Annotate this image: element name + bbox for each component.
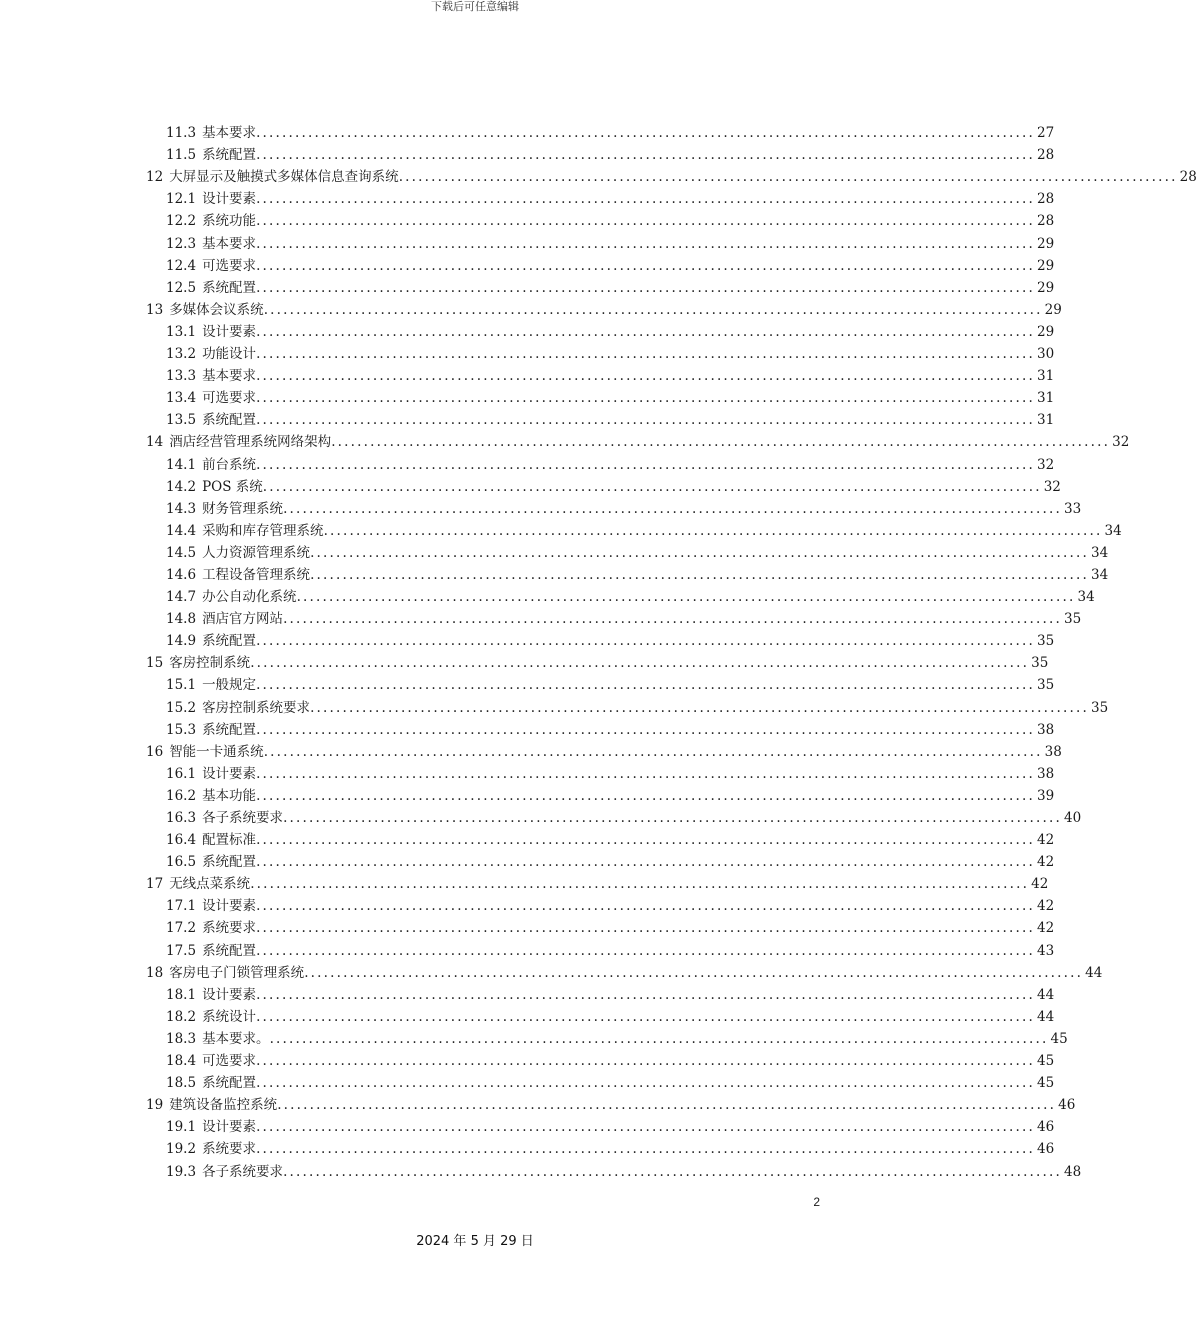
- toc-entry-page: 44: [1037, 1008, 1055, 1025]
- toc-entry-title: 建筑设备监控系统: [169, 1097, 278, 1114]
- toc-leader-dots: ........................................................................................................................: [256, 942, 1036, 959]
- toc-entry-title: 可选要求: [202, 390, 257, 407]
- toc-entry[interactable]: [146, 539, 1109, 561]
- toc-leader-dots: ........................................................................................................................: [256, 368, 1036, 385]
- toc-entry[interactable]: [146, 384, 1055, 407]
- toc-entry-page: 28: [1037, 147, 1055, 164]
- toc-leader-dots: ........................................................................................................................: [256, 1008, 1036, 1025]
- toc-leader-dots: ........................................................................................................................: [256, 125, 1036, 142]
- toc-entry-title: 基本要求: [202, 125, 257, 142]
- toc-entry-page: 34: [1091, 544, 1109, 561]
- toc-entry-title: 多媒体会议系统: [169, 301, 264, 318]
- toc-leader-dots: ........................................................................................................................: [310, 566, 1090, 583]
- toc-leader-dots: ........................................................................................................................: [256, 677, 1036, 694]
- toc-leader-dots: ........................................................................................................................: [323, 522, 1103, 539]
- toc-entry-page: 29: [1037, 279, 1055, 296]
- toc-leader-dots: ........................................................................................................................: [331, 434, 1111, 451]
- toc-entry-number: 13.2: [166, 346, 197, 363]
- toc-entry-number: 18.4: [166, 1053, 197, 1070]
- toc-entry-number: 19: [146, 1097, 164, 1114]
- toc-entry-title: 系统配置: [202, 854, 257, 871]
- toc-leader-dots: ........................................................................................................................: [263, 301, 1043, 318]
- toc-leader-dots: ........................................................................................................................: [283, 611, 1063, 628]
- toc-entry-title: 系统配置: [202, 721, 257, 738]
- toc-entry[interactable]: [146, 1157, 1082, 1180]
- toc-entry-title: 设计要素: [202, 898, 257, 915]
- toc-entry-title: 可选要求: [202, 1053, 257, 1070]
- toc-leader-dots: ........................................................................................................................: [256, 191, 1036, 208]
- toc-entry-number: 12.3: [166, 235, 197, 252]
- toc-entry-page: 40: [1064, 810, 1082, 826]
- toc-entry-number: 19.2: [166, 1141, 197, 1158]
- toc-entry-number: 16.3: [166, 810, 197, 826]
- toc-leader-dots: ........................................................................................................................: [256, 412, 1036, 429]
- toc-entry-title: 系统配置: [202, 279, 257, 296]
- toc-leader-dots: ........................................................................................................................: [304, 964, 1084, 981]
- toc-leader-dots: ........................................................................................................................: [256, 147, 1036, 164]
- toc-entry-title: 客房电子门锁管理系统: [169, 964, 305, 981]
- toc-entry[interactable]: [146, 583, 1095, 606]
- toc-entry-page: 31: [1037, 368, 1055, 385]
- toc-entry-page: 30: [1037, 346, 1055, 363]
- toc-entry-page: 34: [1091, 566, 1109, 583]
- toc-entry-page: 31: [1037, 390, 1055, 407]
- toc-entry[interactable]: [146, 981, 1055, 1003]
- toc-entry-number: 13.3: [166, 368, 197, 385]
- toc-leader-dots: ........................................................................................................................: [283, 810, 1063, 826]
- toc-entry-page: 42: [1037, 832, 1055, 849]
- toc-entry-number: 15: [146, 655, 164, 672]
- toc-entry[interactable]: [146, 450, 1055, 473]
- toc-entry-number: 15.2: [166, 699, 197, 716]
- toc-entry-title: 一般规定: [202, 677, 257, 694]
- toc-leader-dots: ........................................................................................................................: [250, 876, 1030, 893]
- toc-entry-page: 32: [1037, 456, 1055, 473]
- toc-entry-number: 12.2: [166, 213, 197, 230]
- toc-entry[interactable]: [146, 782, 1055, 804]
- toc-entry[interactable]: [146, 473, 1061, 495]
- toc-entry[interactable]: [146, 495, 1082, 517]
- toc-entry-number: 14.4: [166, 522, 197, 539]
- toc-entry[interactable]: [146, 119, 1055, 142]
- toc-entry-title: 大屏显示及触摸式多媒体信息查询系统: [169, 169, 399, 186]
- toc-entry[interactable]: [146, 229, 1055, 252]
- toc-entry-number: 16: [146, 743, 164, 760]
- toc-entry-number: 18: [146, 964, 164, 981]
- toc-entry-number: 13.1: [166, 323, 197, 340]
- toc-leader-dots: ........................................................................................................................: [398, 169, 1178, 186]
- page-header: 下载后可任意编辑: [431, 0, 519, 13]
- toc-entry-page: 43: [1037, 942, 1055, 959]
- toc-entry-number: 12: [146, 169, 164, 186]
- toc-entry-number: 18.3: [166, 1030, 197, 1047]
- toc-entry-page: 35: [1031, 655, 1049, 672]
- page-number: 2: [813, 1195, 820, 1209]
- toc-entry-number: 13.4: [166, 390, 197, 407]
- toc-entry-page: 28: [1037, 213, 1055, 230]
- toc-entry-number: 13: [146, 301, 164, 318]
- toc-leader-dots: ........................................................................................................................: [256, 1075, 1036, 1092]
- toc-entry-title: POS 系统: [202, 478, 263, 495]
- toc-entry-title: 工程设备管理系统: [202, 566, 311, 583]
- toc-entry-title: 客房控制系统要求: [202, 699, 311, 716]
- toc-entry-page: 35: [1037, 677, 1055, 694]
- toc-entry-page: 32: [1043, 478, 1061, 495]
- toc-leader-dots: ........................................................................................................................: [256, 854, 1036, 871]
- toc-entry-title: 基本要求: [202, 368, 257, 385]
- toc-entry-number: 18.1: [166, 986, 197, 1003]
- toc-entry[interactable]: [146, 1135, 1055, 1158]
- toc-entry[interactable]: [146, 406, 1055, 429]
- toc-entry[interactable]: [146, 185, 1055, 208]
- toc-entry-title: 设计要素: [202, 986, 257, 1003]
- toc-leader-dots: ........................................................................................................................: [277, 1097, 1057, 1114]
- toc-entry-title: 人力资源管理系统: [202, 544, 311, 561]
- toc-entry-page: 38: [1037, 765, 1055, 782]
- toc-entry-number: 15.1: [166, 677, 197, 694]
- toc-leader-dots: ........................................................................................................................: [256, 920, 1036, 937]
- toc-entry-title: 各子系统要求: [202, 1163, 284, 1180]
- toc-entry[interactable]: [146, 1025, 1068, 1047]
- toc-leader-dots: ........................................................................................................................: [256, 1053, 1036, 1070]
- toc-entry-title: 系统设计: [202, 1008, 257, 1025]
- toc-leader-dots: ........................................................................................................................: [256, 346, 1036, 363]
- toc-entry-number: 11.5: [166, 147, 197, 164]
- toc-entry[interactable]: [146, 561, 1109, 583]
- toc-entry-page: 29: [1037, 323, 1055, 340]
- toc-entry-page: 35: [1064, 611, 1082, 628]
- toc-entry[interactable]: [146, 163, 1197, 186]
- toc-entry-title: 可选要求: [202, 257, 257, 274]
- toc-entry-page: 31: [1037, 412, 1055, 429]
- toc-entry-title: 系统配置: [202, 412, 257, 429]
- toc-entry[interactable]: [146, 914, 1055, 937]
- toc-entry-number: 12.1: [166, 191, 197, 208]
- toc-entry[interactable]: [146, 207, 1055, 230]
- toc-leader-dots: ........................................................................................................................: [310, 699, 1090, 716]
- toc-leader-dots: ........................................................................................................................: [256, 787, 1036, 804]
- toc-entry[interactable]: [146, 1003, 1055, 1025]
- toc-entry-title: 系统要求: [202, 1141, 257, 1158]
- toc-entry-number: 14.8: [166, 611, 197, 628]
- toc-entry-number: 16.5: [166, 854, 197, 871]
- toc-entry[interactable]: [146, 959, 1103, 981]
- toc-entry[interactable]: [146, 870, 1049, 893]
- toc-entry[interactable]: [146, 517, 1122, 539]
- toc-leader-dots: ........................................................................................................................: [256, 898, 1036, 915]
- toc-leader-dots: ........................................................................................................................: [256, 257, 1036, 274]
- toc-entry[interactable]: [146, 274, 1055, 296]
- toc-entry-title: 基本功能: [202, 787, 257, 804]
- toc-entry-page: 28: [1037, 191, 1055, 208]
- toc-entry-page: 29: [1037, 235, 1055, 252]
- page-footer-date: 2024 年 5 月 29 日: [416, 1234, 534, 1249]
- toc-entry-number: 12.4: [166, 257, 197, 274]
- toc-entry-number: 14.5: [166, 544, 197, 561]
- toc-entry-page: 28: [1179, 169, 1197, 186]
- toc-entry-number: 14.9: [166, 633, 197, 650]
- toc-entry-title: 办公自动化系统: [202, 589, 297, 606]
- toc-leader-dots: ........................................................................................................................: [256, 1119, 1036, 1136]
- toc-entry-title: 采购和库存管理系统: [202, 522, 324, 539]
- toc-entry-number: 14.6: [166, 566, 197, 583]
- toc-entry-number: 14.1: [166, 456, 197, 473]
- toc-entry-number: 15.3: [166, 721, 197, 738]
- toc-entry-title: 酒店官方网站: [202, 611, 284, 628]
- toc-entry-number: 16.2: [166, 787, 197, 804]
- toc-entry-title: 设计要素: [202, 1119, 257, 1136]
- toc-leader-dots: ........................................................................................................................: [256, 832, 1036, 849]
- toc-entry[interactable]: [146, 649, 1049, 672]
- toc-entry-title: 功能设计: [202, 346, 257, 363]
- toc-entry-page: 44: [1037, 986, 1055, 1003]
- toc-entry-number: 14: [146, 434, 164, 451]
- toc-entry-page: 45: [1050, 1030, 1068, 1047]
- toc-leader-dots: ........................................................................................................................: [256, 323, 1036, 340]
- toc-entry-page: 29: [1044, 301, 1062, 318]
- toc-entry[interactable]: [146, 605, 1082, 628]
- toc-entry-number: 12.5: [166, 279, 197, 296]
- toc-entry-number: 14.7: [166, 589, 197, 606]
- toc-leader-dots: ........................................................................................................................: [256, 765, 1036, 782]
- toc-entry-page: 38: [1037, 721, 1055, 738]
- toc-entry-title: 系统要求: [202, 920, 257, 937]
- toc-leader-dots: ........................................................................................................................: [256, 456, 1036, 473]
- toc-entry[interactable]: [146, 826, 1055, 849]
- toc-entry-number: 14.2: [166, 478, 197, 495]
- toc-leader-dots: ........................................................................................................................: [256, 633, 1036, 650]
- toc-entry-page: 35: [1037, 633, 1055, 650]
- toc-entry[interactable]: [146, 671, 1055, 694]
- toc-entry[interactable]: [146, 1113, 1055, 1136]
- toc-entry[interactable]: [146, 627, 1055, 650]
- toc-entry[interactable]: [146, 936, 1055, 959]
- toc-entry-page: 39: [1037, 787, 1055, 804]
- toc-entry[interactable]: [146, 296, 1062, 318]
- toc-leader-dots: ........................................................................................................................: [256, 279, 1036, 296]
- toc-entry[interactable]: [146, 428, 1130, 451]
- toc-entry-page: 45: [1037, 1053, 1055, 1070]
- toc-entry-number: 17.5: [166, 942, 197, 959]
- toc-entry[interactable]: [146, 1047, 1055, 1070]
- toc-leader-dots: ........................................................................................................................: [250, 655, 1030, 672]
- toc-entry[interactable]: [146, 760, 1055, 782]
- toc-entry-title: 设计要素: [202, 323, 257, 340]
- toc-entry-number: 16.4: [166, 832, 197, 849]
- toc-entry-page: 32: [1112, 434, 1130, 451]
- toc-entry-title: 基本要求。: [202, 1030, 270, 1047]
- toc-entry-page: 44: [1085, 964, 1103, 981]
- toc-leader-dots: ........................................................................................................................: [283, 1163, 1063, 1180]
- toc-entry[interactable]: [146, 318, 1055, 340]
- toc-entry-page: 34: [1104, 522, 1122, 539]
- toc-entry-page: 46: [1037, 1141, 1055, 1158]
- toc-leader-dots: ........................................................................................................................: [296, 589, 1076, 606]
- toc-entry-page: 45: [1037, 1075, 1055, 1092]
- toc-entry-title: 系统配置: [202, 147, 257, 164]
- table-of-contents: [146, 119, 1197, 1180]
- toc-entry-page: 46: [1037, 1119, 1055, 1136]
- toc-entry-number: 17.2: [166, 920, 197, 937]
- toc-entry-page: 27: [1037, 125, 1055, 142]
- toc-entry-page: 42: [1037, 898, 1055, 915]
- toc-entry-page: 38: [1044, 743, 1062, 760]
- toc-entry-number: 11.3: [166, 125, 197, 142]
- toc-entry-page: 33: [1064, 500, 1082, 517]
- toc-entry-title: 系统功能: [202, 213, 257, 230]
- toc-leader-dots: ........................................................................................................................: [256, 213, 1036, 230]
- toc-leader-dots: ........................................................................................................................: [256, 986, 1036, 1003]
- toc-entry[interactable]: [146, 738, 1062, 760]
- toc-entry-page: 46: [1058, 1097, 1076, 1114]
- toc-entry-title: 智能一卡通系统: [169, 743, 264, 760]
- toc-entry-title: 前台系统: [202, 456, 257, 473]
- toc-leader-dots: ........................................................................................................................: [263, 743, 1043, 760]
- toc-entry-number: 18.5: [166, 1075, 197, 1092]
- toc-entry-number: 18.2: [166, 1008, 197, 1025]
- toc-entry[interactable]: [146, 1069, 1055, 1092]
- toc-leader-dots: ........................................................................................................................: [256, 390, 1036, 407]
- toc-entry[interactable]: [146, 892, 1055, 915]
- toc-entry-number: 19.3: [166, 1163, 197, 1180]
- toc-entry-number: 17.1: [166, 898, 197, 915]
- toc-entry-title: 财务管理系统: [202, 500, 284, 517]
- toc-leader-dots: ........................................................................................................................: [310, 544, 1090, 561]
- toc-entry[interactable]: [146, 1091, 1076, 1114]
- toc-entry[interactable]: [146, 141, 1055, 164]
- toc-entry[interactable]: [146, 362, 1055, 385]
- toc-entry-title: 客房控制系统: [169, 655, 251, 672]
- toc-entry[interactable]: [146, 693, 1109, 716]
- toc-entry-page: 35: [1091, 699, 1109, 716]
- toc-entry[interactable]: [146, 340, 1055, 363]
- toc-entry[interactable]: [146, 804, 1082, 826]
- toc-entry-page: 42: [1037, 920, 1055, 937]
- toc-entry-page: 48: [1064, 1163, 1082, 1180]
- toc-entry[interactable]: [146, 252, 1055, 274]
- toc-leader-dots: ........................................................................................................................: [269, 1030, 1049, 1047]
- toc-entry-title: 系统配置: [202, 633, 257, 650]
- toc-entry-title: 酒店经营管理系统网络架构: [169, 434, 332, 451]
- toc-entry-title: 配置标准: [202, 832, 257, 849]
- toc-entry-title: 各子系统要求: [202, 810, 284, 826]
- toc-leader-dots: ........................................................................................................................: [256, 1141, 1036, 1158]
- toc-leader-dots: ........................................................................................................................: [262, 478, 1042, 495]
- toc-entry-page: 29: [1037, 257, 1055, 274]
- toc-entry-title: 系统配置: [202, 1075, 257, 1092]
- toc-entry-title: 设计要素: [202, 765, 257, 782]
- toc-entry-number: 13.5: [166, 412, 197, 429]
- toc-entry-page: 34: [1077, 589, 1095, 606]
- toc-leader-dots: ........................................................................................................................: [283, 500, 1063, 517]
- toc-entry[interactable]: [146, 848, 1055, 871]
- toc-entry-page: 42: [1037, 854, 1055, 871]
- toc-entry-title: 无线点菜系统: [169, 876, 251, 893]
- toc-leader-dots: ........................................................................................................................: [256, 235, 1036, 252]
- toc-entry[interactable]: [146, 716, 1055, 738]
- toc-entry-number: 14.3: [166, 500, 197, 517]
- toc-entry-number: 19.1: [166, 1119, 197, 1136]
- toc-entry-title: 系统配置: [202, 942, 257, 959]
- toc-leader-dots: ........................................................................................................................: [256, 721, 1036, 738]
- toc-entry-title: 基本要求: [202, 235, 257, 252]
- toc-entry-number: 17: [146, 876, 164, 893]
- toc-entry-title: 设计要素: [202, 191, 257, 208]
- toc-entry-page: 42: [1031, 876, 1049, 893]
- toc-entry-number: 16.1: [166, 765, 197, 782]
